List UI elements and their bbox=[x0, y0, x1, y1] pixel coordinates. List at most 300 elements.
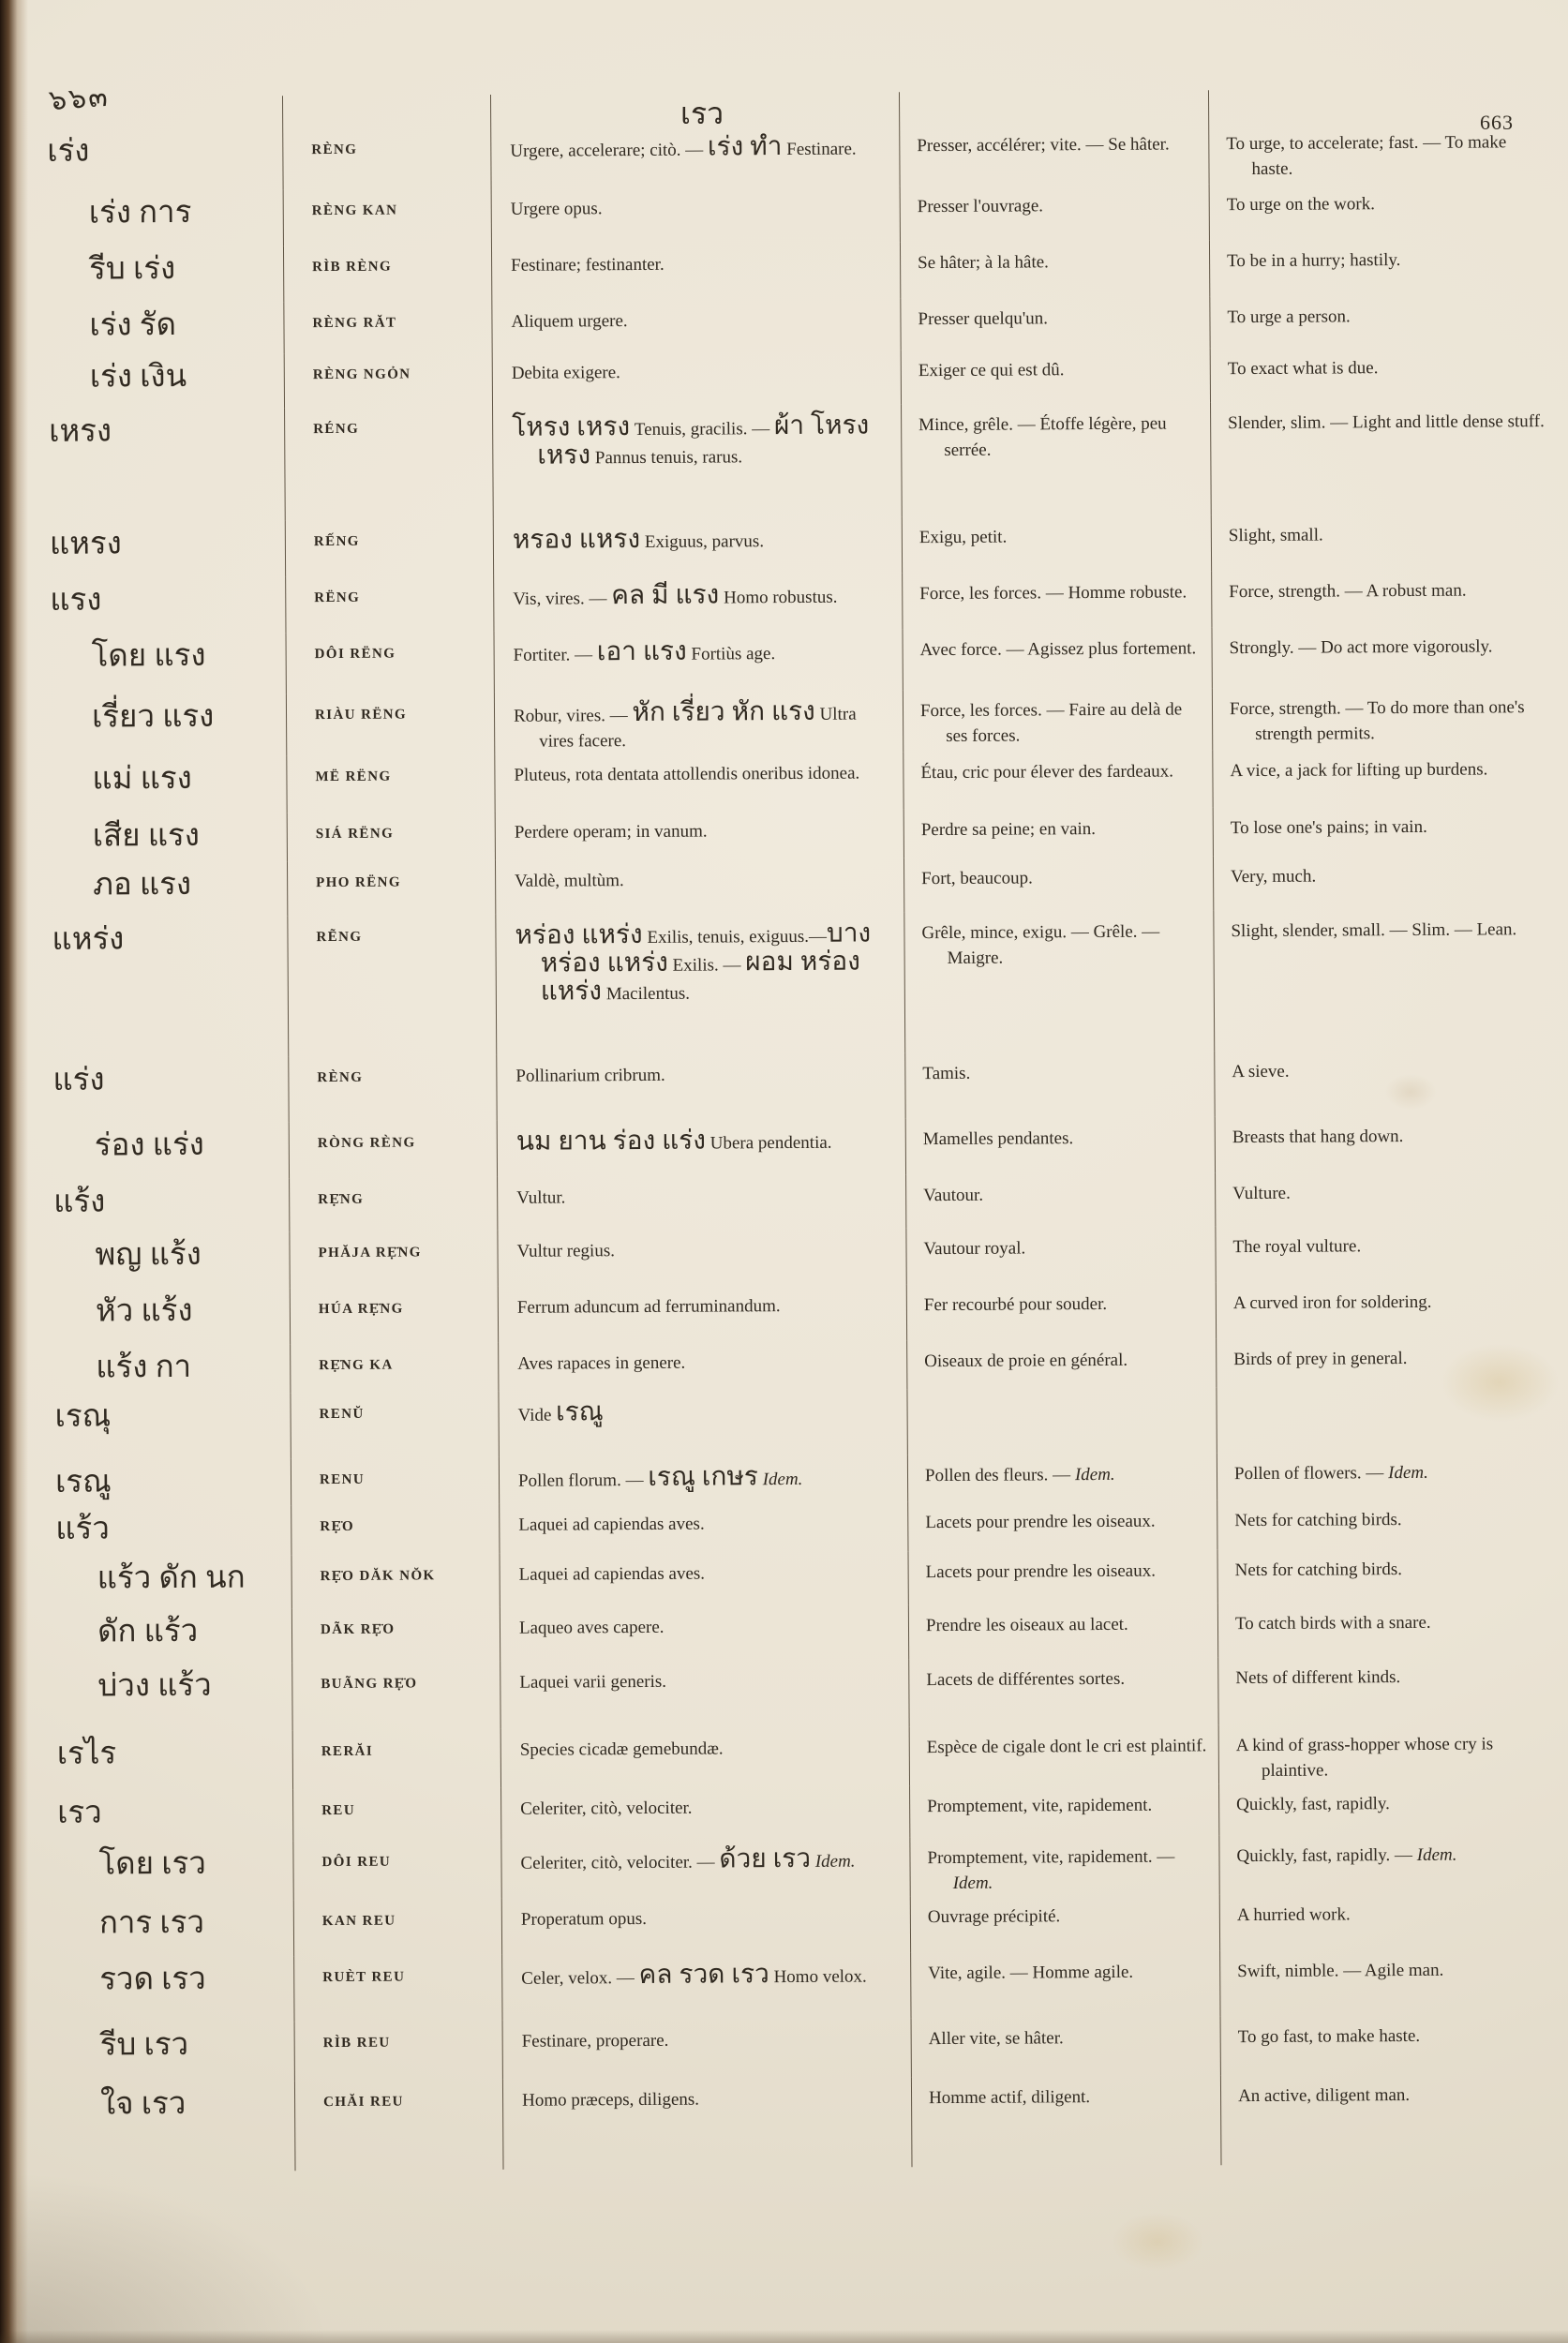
definition-text bbox=[1237, 1901, 1558, 1928]
definition-segment: Festinare, properare. bbox=[521, 2030, 669, 2052]
thai-headword: ดัก แร้ว bbox=[32, 1608, 292, 1664]
definition-segment: Grêle, mince, exigu. — Grêle. — Maigre. bbox=[921, 921, 1160, 968]
latin-definition bbox=[492, 186, 901, 245]
thai-inline-quote: เอา แรง bbox=[596, 636, 687, 667]
definition-segment: Swift, nimble. — Agile man. bbox=[1237, 1960, 1444, 1982]
thai-headword: แร้ว bbox=[31, 1505, 291, 1557]
page-number: 663 bbox=[1480, 111, 1514, 134]
english-definition bbox=[1214, 805, 1564, 856]
thai-inline-quote: นม ยาน ร่อง แร่ง bbox=[515, 1126, 707, 1157]
definition-text bbox=[924, 1291, 1206, 1318]
french-definition bbox=[901, 184, 1210, 242]
latin-definition bbox=[497, 1052, 905, 1121]
thai-inline-quote: ผอม หร่อง แหร่ง bbox=[540, 947, 860, 1007]
english-definition bbox=[1219, 1833, 1568, 1894]
definition-text bbox=[922, 1059, 1204, 1086]
definition-segment: Homo præceps, diligens. bbox=[522, 2089, 700, 2111]
definition-text bbox=[1232, 1123, 1553, 1150]
transliteration: RẸ̈O DĂK NŎK bbox=[292, 1554, 500, 1608]
thai-headword: แม่ แรง bbox=[26, 755, 287, 814]
definition-text bbox=[1227, 246, 1547, 274]
definition-segment: Perdre sa peine; en vain. bbox=[920, 819, 1097, 841]
definition-segment: Fort, beaucoup. bbox=[921, 868, 1033, 889]
thai-headword: เรณู bbox=[31, 1458, 291, 1507]
italic-text: Idem. bbox=[757, 1469, 803, 1490]
latin-definition bbox=[498, 1228, 906, 1287]
transliteration: CHĂI REU bbox=[295, 2080, 504, 2171]
french-definition bbox=[909, 1657, 1218, 1726]
definition-segment: Laquei varii generis. bbox=[519, 1671, 667, 1693]
thai-inline-quote: เรณู เกษร bbox=[648, 1462, 758, 1492]
definition-segment: Strongly. — Do act more vigorously. bbox=[1229, 636, 1493, 659]
definition-segment: Oiseaux de proie en général. bbox=[924, 1350, 1128, 1372]
french-definition bbox=[906, 1116, 1216, 1174]
definition-segment: Force, strength. — To do more than one's strength permits. bbox=[1229, 697, 1525, 744]
french-definition bbox=[902, 402, 1212, 516]
dictionary-row bbox=[29, 1171, 1566, 1233]
thai-headword: รวด เรว bbox=[34, 1956, 294, 2023]
definition-text bbox=[929, 2083, 1211, 2111]
definition-segment: Ubera pendentia. bbox=[705, 1132, 832, 1154]
definition-segment: Nets of different kinds. bbox=[1235, 1667, 1401, 1689]
transliteration: RẸ̈NG KA bbox=[291, 1343, 499, 1393]
definition-segment: Festinare; festinanter. bbox=[511, 254, 665, 276]
latin-definition bbox=[500, 1455, 908, 1504]
latin-definition bbox=[500, 1501, 908, 1554]
definition-text bbox=[522, 2026, 900, 2053]
definition-text bbox=[1236, 1842, 1557, 1869]
definition-text bbox=[520, 1794, 898, 1821]
definition-text bbox=[522, 2085, 900, 2112]
latin-definition bbox=[501, 1837, 910, 1899]
definition-text bbox=[518, 1463, 896, 1493]
transliteration: DÃK RẸ̈O bbox=[292, 1607, 500, 1663]
transliteration: RENŬ bbox=[291, 1392, 499, 1458]
definition-segment: To urge a person. bbox=[1227, 306, 1351, 328]
transliteration: RÌB REU bbox=[295, 2021, 503, 2081]
transliteration: REU bbox=[293, 1788, 501, 1841]
definition-segment: Fer recourbé pour souder. bbox=[923, 1293, 1108, 1316]
thai-headword: เรี่ยว แรง bbox=[26, 694, 287, 757]
transliteration: RÉNG bbox=[285, 407, 494, 520]
dictionary-row bbox=[26, 686, 1563, 757]
definition-segment: To be in a hurry; hastily. bbox=[1227, 250, 1401, 272]
definition-text bbox=[519, 1613, 897, 1640]
definition-segment: Espèce de cigale dont le cri est plaintif. bbox=[926, 1736, 1207, 1758]
transliteration: RẸ̈O bbox=[291, 1504, 500, 1555]
definition-segment: Exilis, tenuis, exiguus.— bbox=[642, 926, 828, 948]
english-definition bbox=[1212, 569, 1562, 627]
definition-segment: Presser l'ouvrage. bbox=[917, 196, 1044, 217]
dictionary-row bbox=[32, 1655, 1568, 1732]
definition-segment: Vulture. bbox=[1232, 1183, 1291, 1204]
french-definition bbox=[907, 1338, 1217, 1389]
definition-segment: Presser quelqu'un. bbox=[918, 308, 1049, 330]
definition-text bbox=[1233, 1289, 1554, 1316]
dictionary-row bbox=[34, 1948, 1568, 2023]
definition-segment: Vultur regius. bbox=[516, 1241, 615, 1261]
latin-definition bbox=[503, 2018, 912, 2080]
definition-segment: Slight, slender, small. — Slim. — Lean. bbox=[1231, 919, 1517, 942]
dictionary-row bbox=[25, 569, 1562, 634]
definition-text bbox=[1232, 1232, 1553, 1260]
thai-headword: ภอ แรง bbox=[27, 861, 288, 918]
definition-segment: Vautour royal. bbox=[923, 1238, 1026, 1260]
thai-headword: เร่ง การ bbox=[23, 189, 284, 247]
latin-definition bbox=[498, 1118, 906, 1177]
definition-segment: Urgere opus. bbox=[510, 199, 603, 219]
definition-segment: Homme actif, diligent. bbox=[928, 2087, 1091, 2109]
french-definition bbox=[903, 688, 1213, 752]
definition-text bbox=[514, 637, 891, 667]
definition-text bbox=[919, 579, 1202, 606]
definition-text bbox=[918, 356, 1201, 383]
definition-segment: Debita exigere. bbox=[511, 363, 620, 383]
definition-segment: Quickly, fast, rapidly. bbox=[1236, 1794, 1390, 1815]
latin-definition bbox=[494, 516, 903, 575]
definition-text bbox=[1231, 862, 1551, 889]
definition-text bbox=[510, 133, 888, 163]
definition-segment: Nets for catching birds. bbox=[1234, 1560, 1403, 1581]
definition-text bbox=[929, 2024, 1211, 2052]
definition-text bbox=[521, 1904, 899, 1932]
definition-text bbox=[511, 194, 889, 221]
definition-segment: Pollinarium cribrum. bbox=[515, 1065, 665, 1086]
latin-definition bbox=[492, 298, 901, 352]
definition-segment: Vide bbox=[517, 1405, 557, 1425]
french-definition bbox=[911, 1894, 1220, 1952]
thai-headword: รีบ เรว bbox=[35, 2022, 295, 2082]
english-definition bbox=[1217, 1336, 1567, 1387]
latin-definition bbox=[499, 1389, 907, 1457]
french-definition bbox=[908, 1453, 1217, 1501]
definition-segment: Exilis. — bbox=[667, 955, 746, 976]
definition-text bbox=[1233, 1345, 1554, 1372]
definition-segment: Homo velox. bbox=[769, 1966, 867, 1988]
definition-text bbox=[1227, 190, 1547, 217]
thai-headword: บ่วง แร้ว bbox=[32, 1663, 292, 1732]
definition-text bbox=[925, 1461, 1207, 1488]
french-definition bbox=[907, 1387, 1217, 1455]
english-definition bbox=[1213, 748, 1563, 807]
definition-text bbox=[1227, 303, 1547, 330]
thai-headword: แร้ง กา bbox=[30, 1344, 291, 1395]
definition-segment: Avec force. — Agissez plus fortement. bbox=[919, 638, 1197, 661]
thai-headword: ใจ เรว bbox=[35, 2081, 296, 2172]
dictionary-row bbox=[34, 1892, 1568, 1958]
english-definition bbox=[1220, 1892, 1568, 1950]
french-definition bbox=[912, 2075, 1222, 2167]
english-definition bbox=[1212, 625, 1562, 688]
definition-segment: Ultra vires facere. bbox=[539, 704, 857, 752]
definition-segment: Perdere operam; in vanum. bbox=[514, 821, 708, 843]
transliteration: MË RËNG bbox=[287, 754, 495, 813]
definition-text bbox=[918, 410, 1201, 463]
definition-text bbox=[921, 864, 1203, 891]
definition-segment: To urge on the work. bbox=[1226, 194, 1376, 216]
definition-text bbox=[516, 1183, 894, 1210]
definition-text bbox=[928, 1959, 1210, 1986]
french-definition bbox=[906, 1226, 1216, 1284]
definition-text bbox=[1226, 129, 1546, 182]
definition-text bbox=[520, 1735, 898, 1762]
definition-text bbox=[1228, 354, 1548, 381]
dictionary-row bbox=[24, 346, 1561, 410]
definition-segment: Aliquem urgere. bbox=[511, 311, 628, 332]
french-definition bbox=[903, 750, 1213, 809]
latin-definition bbox=[491, 92, 901, 188]
definition-segment: Slender, slim. — Light and little dense stuff. bbox=[1228, 411, 1545, 434]
definition-text bbox=[920, 696, 1202, 749]
definition-segment: Vis, vires. — bbox=[513, 589, 612, 609]
thai-headword: เรไร bbox=[33, 1730, 293, 1791]
definition-segment: Laquei ad capiendas aves. bbox=[518, 1563, 706, 1585]
transliteration: RÈNG bbox=[283, 95, 492, 189]
italic-text: Idem. bbox=[1388, 1462, 1428, 1484]
french-definition bbox=[904, 910, 1215, 1052]
transliteration: RÈNG NGỎN bbox=[285, 352, 493, 408]
definition-segment: Presser, accélérer; vite. — Se hâter. bbox=[917, 134, 1170, 157]
transliteration: RÒNG RÈNG bbox=[290, 1121, 498, 1178]
thai-inline-quote: ผ้า โหรง เหรง bbox=[537, 410, 870, 470]
dictionary-row bbox=[24, 400, 1562, 522]
thai-headword: เรว bbox=[33, 1789, 293, 1843]
dictionary-row bbox=[35, 2073, 1568, 2172]
definition-segment: Promptement, vite, rapidement. bbox=[927, 1795, 1153, 1817]
italic-text: Idem. bbox=[952, 1873, 993, 1893]
transliteration: RERĂI bbox=[293, 1729, 501, 1789]
latin-definition bbox=[496, 912, 905, 1055]
thai-headword: แหรง bbox=[25, 520, 286, 578]
definition-text bbox=[1230, 756, 1550, 783]
definition-segment: Tenuis, gracilis. — bbox=[630, 419, 775, 440]
thai-inline-quote: หัก เรี่ยว หัก แรง bbox=[632, 696, 815, 728]
transliteration: DÔI REU bbox=[293, 1840, 501, 1900]
french-definition bbox=[908, 1549, 1217, 1604]
english-definition bbox=[1219, 1723, 1568, 1783]
definition-segment: A sieve. bbox=[1232, 1061, 1290, 1082]
english-definition bbox=[1209, 88, 1561, 184]
latin-definition bbox=[503, 2077, 913, 2170]
definition-segment: Lacets pour prendre les oiseaux. bbox=[925, 1560, 1157, 1583]
transliteration: BUÃNG RẸ̈O bbox=[292, 1662, 500, 1730]
french-definition bbox=[903, 627, 1212, 690]
definition-segment: Exiger ce qui est dû. bbox=[918, 360, 1065, 381]
dictionary-row bbox=[26, 748, 1563, 814]
definition-segment: Lacets pour prendre les oiseaux. bbox=[925, 1511, 1156, 1533]
transliteration: RÌB RÈNG bbox=[284, 245, 492, 302]
definition-segment: Homo robustus. bbox=[719, 587, 838, 608]
transliteration: RẼNG bbox=[288, 915, 497, 1056]
english-definition bbox=[1216, 1114, 1566, 1172]
french-definition bbox=[910, 1724, 1219, 1785]
definition-segment: A vice, a jack for lifting up burdens. bbox=[1230, 759, 1488, 782]
english-definition bbox=[1221, 2073, 1568, 2165]
definition-segment: Pollen florum. — bbox=[517, 1470, 649, 1491]
transliteration: DÔI RËNG bbox=[286, 632, 494, 694]
french-definition bbox=[903, 515, 1212, 573]
definition-segment: Aves rapaces in genere. bbox=[517, 1352, 686, 1374]
definition-text bbox=[1235, 1609, 1556, 1636]
dictionary-row bbox=[29, 1114, 1566, 1180]
dictionary-row bbox=[27, 854, 1564, 918]
english-definition bbox=[1216, 1171, 1566, 1226]
thai-inline-quote: คล รวด เรว bbox=[638, 1960, 769, 1991]
transliteration: RÈNG bbox=[289, 1055, 497, 1122]
english-definition bbox=[1214, 854, 1564, 910]
english-definition bbox=[1219, 1782, 1568, 1835]
definition-segment: Aller vite, se hâter. bbox=[928, 2028, 1064, 2050]
english-definition bbox=[1215, 1049, 1565, 1116]
definition-segment: To go fast, to make haste. bbox=[1237, 2025, 1421, 2048]
definition-text bbox=[923, 1234, 1205, 1261]
french-definition bbox=[902, 348, 1211, 404]
definition-segment: Force, strength. — A robust man. bbox=[1229, 580, 1467, 603]
definition-text bbox=[927, 1792, 1209, 1819]
definition-text bbox=[1232, 1057, 1552, 1084]
definition-text bbox=[924, 1347, 1206, 1374]
definition-text bbox=[918, 192, 1200, 219]
latin-definition bbox=[501, 1785, 910, 1840]
thai-inline-quote: บาง หร่อง แหร่ง bbox=[540, 918, 872, 978]
dictionary-row bbox=[33, 1782, 1568, 1843]
definition-text bbox=[921, 815, 1203, 843]
english-definition bbox=[1216, 1224, 1566, 1282]
dictionary-row bbox=[33, 1833, 1568, 1902]
dictionary-row bbox=[25, 513, 1562, 578]
definition-segment: Vite, agile. — Homme agile. bbox=[928, 1962, 1134, 1984]
definition-text bbox=[1235, 1664, 1556, 1691]
definition-segment: Fortiùs age. bbox=[686, 644, 776, 664]
dictionary-row bbox=[27, 908, 1565, 1058]
definition-segment: Species cicadæ gemebundæ. bbox=[519, 1739, 724, 1760]
definition-text bbox=[511, 250, 889, 277]
transliteration: RẾNG bbox=[286, 519, 494, 576]
definition-text bbox=[1234, 1506, 1555, 1533]
french-definition bbox=[912, 2016, 1221, 2077]
definition-segment: Exigu, petit. bbox=[918, 527, 1008, 548]
definition-text bbox=[927, 1733, 1209, 1760]
dictionary-row bbox=[23, 294, 1561, 355]
thai-headword: เรณุ bbox=[30, 1393, 291, 1460]
definition-segment: To lose one's pains; in vain. bbox=[1230, 816, 1427, 839]
definition-text bbox=[1229, 577, 1549, 604]
definition-text bbox=[511, 306, 889, 334]
running-head-word: เรว bbox=[680, 97, 724, 130]
definition-text bbox=[928, 1903, 1210, 1930]
definition-text bbox=[517, 1292, 895, 1320]
latin-definition bbox=[498, 1174, 906, 1231]
latin-definition bbox=[494, 573, 903, 632]
french-definition bbox=[908, 1500, 1217, 1551]
definition-text bbox=[926, 1665, 1208, 1693]
definition-text bbox=[1230, 634, 1550, 661]
dictionary-row bbox=[33, 1723, 1568, 1791]
definition-segment: Very, much. bbox=[1231, 866, 1317, 888]
thai-inline-quote: หรอง แหรง bbox=[512, 524, 641, 555]
thai-headword: โดย แรง bbox=[26, 633, 287, 695]
definition-text bbox=[1231, 813, 1551, 841]
definition-segment: Celeriter, citò, velociter. — bbox=[520, 1852, 720, 1873]
dictionary-row bbox=[23, 182, 1561, 247]
definition-text bbox=[515, 866, 892, 893]
definition-segment: Force, les forces. — Homme robuste. bbox=[919, 582, 1187, 604]
thai-headword: เสีย แรง bbox=[27, 813, 288, 863]
definition-segment: Tamis. bbox=[922, 1063, 971, 1084]
latin-definition bbox=[494, 629, 903, 693]
definition-text bbox=[923, 1181, 1205, 1208]
definition-text bbox=[515, 1061, 893, 1088]
definition-text bbox=[927, 1843, 1209, 1896]
definition-text bbox=[919, 523, 1202, 550]
english-definition bbox=[1210, 238, 1561, 296]
french-definition bbox=[906, 1172, 1216, 1228]
latin-definition bbox=[502, 1952, 911, 2021]
definition-text bbox=[515, 920, 893, 1007]
latin-definition bbox=[500, 1659, 909, 1729]
transliteration: PHĂJA RẸ̈NG bbox=[290, 1231, 498, 1288]
definition-segment: Laqueo aves capere. bbox=[518, 1617, 665, 1638]
definition-text bbox=[1228, 409, 1548, 436]
thai-headword: โดย เรว bbox=[33, 1841, 293, 1902]
latin-definition bbox=[500, 1604, 909, 1662]
definition-segment: A kind of grass-hopper whose cry is plaintive. bbox=[1235, 1734, 1494, 1781]
definition-text bbox=[1229, 521, 1549, 548]
latin-definition bbox=[501, 1726, 910, 1788]
thai-headword: เร่ง bbox=[22, 96, 284, 191]
definition-text bbox=[517, 1397, 895, 1427]
latin-definition bbox=[493, 350, 902, 407]
definition-segment: Pollen des fleurs. — bbox=[924, 1465, 1075, 1486]
definition-text bbox=[520, 1845, 898, 1875]
definition-segment: Pluteus, rota dentata attollendis oneribus idonea. bbox=[514, 763, 860, 785]
dictionary-row bbox=[29, 1224, 1566, 1290]
definition-text bbox=[515, 817, 892, 844]
italic-text: Idem. bbox=[810, 1851, 856, 1872]
definition-text bbox=[521, 1961, 899, 1991]
thai-headword: พญ แร้ง bbox=[29, 1231, 290, 1290]
definition-segment: Exiguus, parvus. bbox=[640, 531, 765, 552]
transliteration: RÈNG RĂT bbox=[284, 301, 492, 353]
definition-segment: Se hâter; à la hâte. bbox=[918, 252, 1049, 274]
definition-segment: To catch birds with a snare. bbox=[1234, 1612, 1431, 1634]
definition-text bbox=[918, 248, 1200, 276]
latin-definition bbox=[492, 242, 901, 301]
transliteration: KAN REU bbox=[294, 1899, 502, 1956]
definition-text bbox=[518, 1510, 896, 1537]
dictionary-table bbox=[22, 88, 1568, 2172]
definition-segment: To exact what is due. bbox=[1227, 358, 1379, 380]
definition-text bbox=[926, 1558, 1208, 1585]
definition-text bbox=[514, 760, 891, 787]
definition-segment: Slight, small. bbox=[1228, 525, 1323, 546]
definition-segment: Pannus tenuis, rarus. bbox=[590, 447, 743, 469]
thai-page-number: ๖๖๓ bbox=[47, 81, 111, 117]
definition-segment: A hurried work. bbox=[1236, 1904, 1351, 1926]
page-bottom-shadow bbox=[0, 2330, 1568, 2343]
thai-headword: เหรง bbox=[24, 408, 286, 522]
definition-segment: Ferrum aduncum ad ferruminandum. bbox=[516, 1296, 781, 1318]
french-definition bbox=[909, 1603, 1218, 1659]
definition-segment: To urge, to accelerate; fast. — To make haste. bbox=[1226, 132, 1507, 179]
definition-segment: Étau, cric pour élever des fardeaux. bbox=[920, 761, 1174, 783]
thai-headword: เร่ง เงิน bbox=[24, 353, 285, 410]
definition-segment: Nets for catching birds. bbox=[1234, 1510, 1402, 1531]
dictionary-row bbox=[32, 1601, 1568, 1664]
english-definition bbox=[1210, 294, 1561, 348]
definition-segment: Breasts that hang down. bbox=[1232, 1127, 1404, 1148]
english-definition bbox=[1210, 182, 1561, 240]
